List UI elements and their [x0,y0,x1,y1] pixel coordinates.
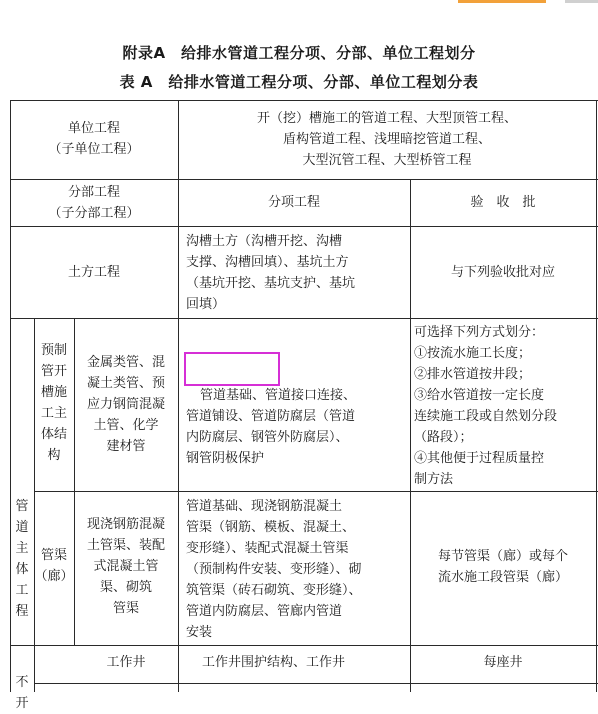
inspection-column-header: 验 收 批 [470,195,536,210]
table-rule [34,683,598,684]
culvert-division-name: 管渠 （廊） [34,548,74,584]
earthwork-name: 土方工程 [67,265,120,280]
culvert-materials: 现浇钢筋混凝 土管渠、装配 式混凝土管 渠、砌筑 管渠 [86,517,165,616]
pipe-foundation-text: 管道基础 [200,388,253,403]
highlight-box [184,352,280,386]
appendix-title: 附录A 给排水管道工程分项、分部、单位工程划分 [122,44,476,62]
division-column-header: 分部工程 （子分部工程） [48,185,140,221]
table-rule [10,100,598,101]
subitem-column-header: 分项工程 [267,195,320,210]
table-rule [10,179,598,180]
culvert-inspection: 每节管渠（廊）或每个 流水施工段管渠（廊） [437,549,568,585]
table-rule [410,179,411,692]
unit-project-label: 单位工程 （子单位工程） [48,121,140,157]
well-subitems: 工作井围护结构、工作井 [202,655,346,670]
well-division-name: 工作井 [106,655,146,670]
prefab-division-name: 预制 管开 槽施 工主 体结 构 [40,343,67,463]
main-pipe-group-label: 管 道 主 体 工 程 [15,499,29,619]
table-rule [10,645,598,646]
table-rule [34,491,598,492]
prefab-subitems-rest: 、管道接口连接、 管道铺设、管道防腐层（管道 内防腐层、钢管外防腐层）、 钢管阴极保护 [186,388,357,466]
trenchless-group-label: 不开 [15,675,29,711]
table-rule [10,226,598,227]
earthwork-inspection: 与下列验收批对应 [450,265,555,280]
earthwork-subitems: 沟槽土方（沟槽开挖、沟槽 支撑、沟槽回填）、基坑土方 （基坑开挖、基坑支护、基坑 回填） [186,234,356,312]
prefab-materials: 金属类管、混 凝土类管、预 应力钢筒混凝 土管、化学 建材管 [86,355,165,454]
culvert-subitems: 管道基础、现浇钢筋混凝土 管渠（钢筋、模板、混凝土、 变形缝）、装配式混凝土管渠 （预制构件安装、变形缝）、砌 筑管渠（砖石砌筑、变形缝）、 管道内防腐层、管廊内管道 安装 [186,499,362,640]
table-title: 表 A 给排水管道工程分项、分部、单位工程划分表 [119,73,479,91]
table-rule [596,100,597,692]
unit-project-value: 开（挖）槽施工的管道工程、大型顶管工程、 盾构管道工程、浅埋暗挖管道工程、 大型沉管工程、大型桥管工程 [256,111,517,168]
table-rule [178,100,179,692]
table-rule [10,318,598,319]
prefab-inspection: 可选择下列方式划分： ①按流水施工长度； ②排水管道按井段； ③给水管道按一定长度 连续施工段或自然划分段 （路段）； ④其他便于过程质量控 制方法 [414,325,558,487]
well-inspection: 每座井 [483,655,523,670]
